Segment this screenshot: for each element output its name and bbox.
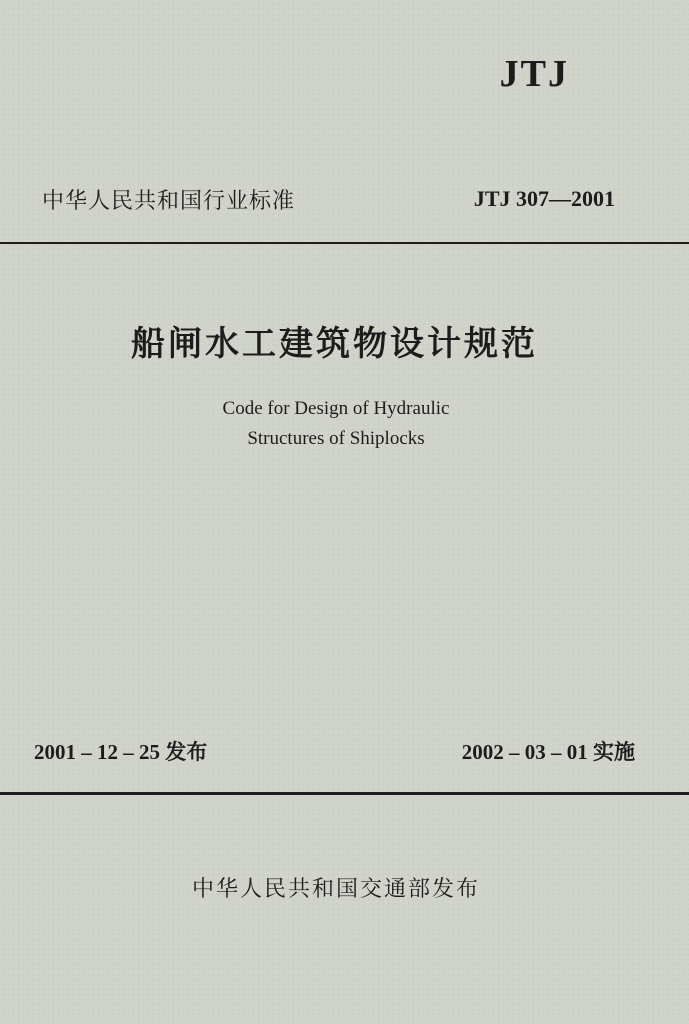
publisher: 中华人民共和国交通部发布 <box>191 877 480 902</box>
title-english-line-2: Structures of Shiplocks <box>247 428 425 449</box>
bottom-divider <box>0 792 689 795</box>
issue-date: 2001 – 12 – 25 发布 <box>34 740 208 764</box>
standard-category: 中华人民共和国行业标准 <box>42 189 296 214</box>
title-chinese: 船闸水工建筑物设计规范 <box>131 324 538 364</box>
effective-date: 2002 – 03 – 01 实施 <box>461 740 635 764</box>
title-english-line-1: Code for Design of Hydraulic <box>222 398 450 419</box>
standard-number: JTJ 307—2001 <box>473 186 615 211</box>
title-english <box>0 394 672 454</box>
series-code: JTJ <box>499 53 569 95</box>
top-divider <box>0 242 689 244</box>
